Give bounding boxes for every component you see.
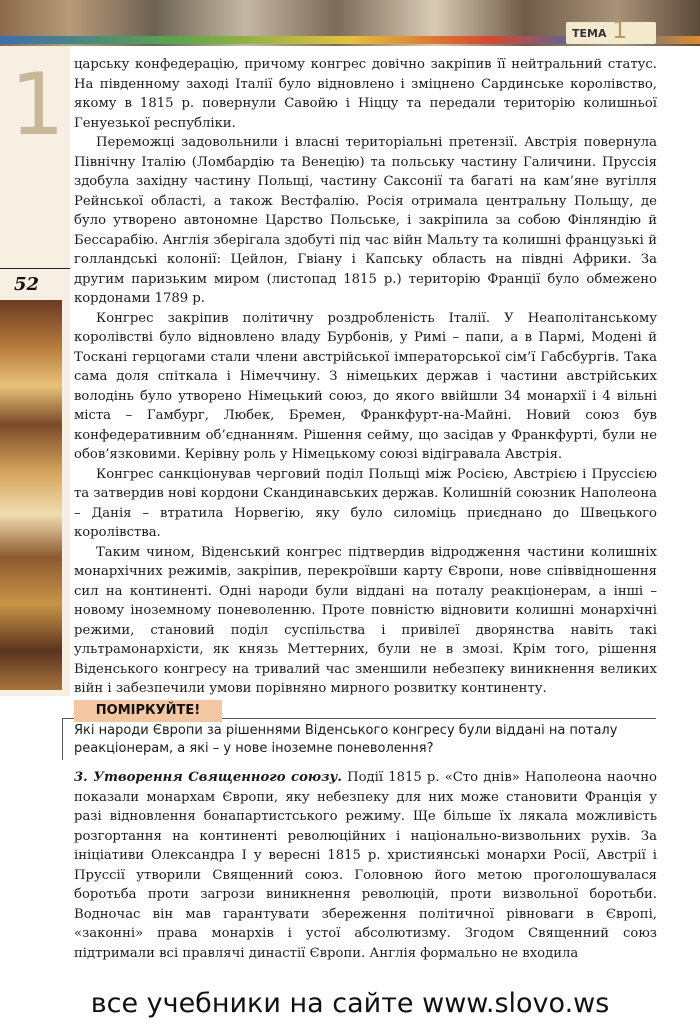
page-number: 52 xyxy=(14,274,40,295)
paragraph: Переможці задовольнили і власні територіальні претензії. Австрія повернула Північну Італію (Ломбардію та Венецію) та польську частину Галичини. Пруссія здобула західну частину Польщі, частину Саксонії та багаті на кам’яне вугілля Рейнської області, а також Вестфалію. Росія отримала центральну Польщу, де було утворено автономне Царство Польське, і закріпила за собою Фінляндію й Бессарабію. Англія зберігала здобуті під час війн Мальту та колишні французькі й голландські колонії: Цейлон, Гвіану і Капську область на півдні Африки. За другим паризьким миром (листопад 1815 р.) територію Франції було обмежено кордонами 1789 р. xyxy=(74,135,657,306)
section-3-heading: 3. Утворення Священного союзу. xyxy=(74,770,342,785)
paragraph: Конгрес санкціонував черговий поділ Польщі між Росією, Австрією і Пруссією та затвердив нові кордони Скандинавських держав. Колишній союзник Наполеона – Данія – втратила Норвегію, яку було силоміць приєднано до Швецького королівства. xyxy=(74,466,657,540)
think-box-border-left xyxy=(62,718,63,760)
margin-rule xyxy=(0,268,70,269)
think-box-question: Які народи Європи за рішеннями Віденського конгресу були віддані на поталу реакціонерам, а які – у нове іноземне поневолення? xyxy=(74,723,618,756)
paragraph: Конгрес закріпив політичну роздробленість Італії. У Неаполітанському королівстві було відновлено владу Бурбонів, у Римі – папи, а в Пармі, Модені й Тоскані герцогами стали члени австрійської імператорської сім’ї Габсбургів. Така сама доля спіткала і Німеччину. З німецьких держав і частини австрійських володінь було утворено Німецький союз, до якого ввійшли 34 монархії і 4 вільні міста – Гамбург, Любек, Бремен, Франкфурт-на-Майні. Новий союз був конфедеративним об’єднанням. Рішення сейму, що засідав у Франкфурті, були не обов’язковими. Керівну роль у Німецькому союзі відігравала Австрія. xyxy=(74,310,657,462)
section-3 xyxy=(74,768,657,963)
chapter-number: 1 xyxy=(10,55,65,155)
main-text xyxy=(74,55,657,699)
paragraph: Таким чином, Віденський конгрес підтвердив відродження частини колишніх монархічних режимів, закріпив, перекроївши карту Європи, нове співвідношення сил на континенті. Одні народи були віддані на поталу реакціонерам, а інші – новому іноземному поневоленню. Проте повністю відновити колишні монархічні режими, становий поділ суспільства і привілеї дворянства навіть такі ультрамонархісти, як князь Меттерних, були не в змозі. Крім того, рішення Віденського конгресу на тривалий час зменшили небезпеку виникнення великих війн і забезпечили умови порівняно мирного розвитку континенту. xyxy=(74,544,657,696)
section-3-text: Події 1815 р. «Сто днів» Наполеона наочно показали монархам Європи, яку небезпеку для них може становити Франція у разі відновлення бонапартистського режиму. Ще більше їх лякала можливість розгортання на континенті революційних і національно-визвольних рухів. За ініціативи Олександра I у вересні 1815 р. християнські монархи Росії, Австрії і Пруссії утворили Священний союз. Головною його метою проголошувалася боротьба проти загрози виникнення революцій, проти визвольної боротьби. Водночас він мав гарантувати збереження політичної рівноваги в Європі, «законні» права монархів і устої абсолютизму. Згодом Священний союз підтримали всі правлячі династії Європи. Англія формально не входила xyxy=(74,770,657,961)
think-box-title: ПОМІРКУЙТЕ! xyxy=(74,700,222,722)
margin-photo xyxy=(0,300,62,690)
topic-label: ТЕМА xyxy=(572,27,607,40)
paragraph: царську конфедерацію, причому конгрес довічно закріпив її нейтральний статус. На південному заході Італії було відновлено і зміцнено Сардинське королівство, якому в 1815 р. повернули Савойю і Ніццу та передали територію колишньої Генуезької республіки. xyxy=(74,57,657,131)
footer-watermark: все учебники на сайте www.slovo.ws xyxy=(90,988,610,1019)
think-box xyxy=(62,700,656,760)
topic-number: 1 xyxy=(612,16,628,44)
section-3-paragraph xyxy=(74,768,657,963)
